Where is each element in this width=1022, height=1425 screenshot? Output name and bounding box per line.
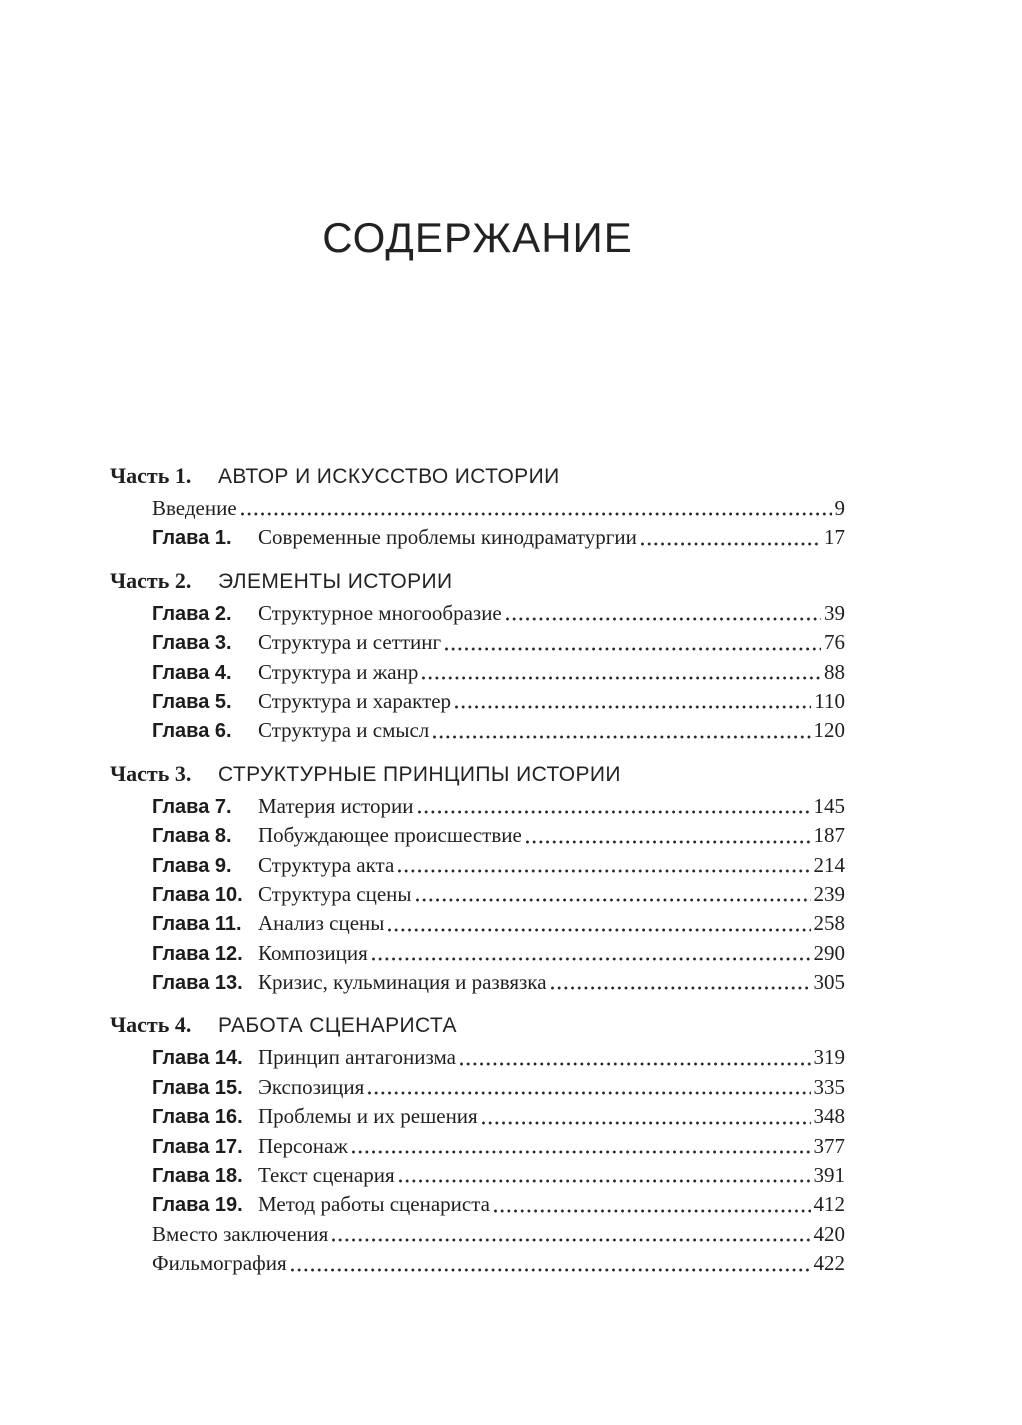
entry-chapter-label: Глава 7.	[152, 795, 232, 818]
entry-page-number: 348	[813, 1104, 845, 1129]
entry-title: Персонаж	[258, 1133, 348, 1158]
dot-leader	[399, 1179, 811, 1183]
entry-title: Вместо заключения	[152, 1221, 329, 1246]
toc-part	[110, 759, 845, 998]
entry-chapter-label: Глава 9.	[152, 854, 232, 877]
toc-part	[110, 566, 845, 746]
toc-entry	[110, 939, 845, 968]
part-label: Часть 2.	[110, 567, 192, 593]
dot-leader	[641, 542, 821, 546]
entry-page-number: 412	[813, 1192, 845, 1217]
dot-leader	[506, 617, 821, 621]
toc-entry	[110, 658, 845, 687]
part-header	[110, 461, 845, 491]
entry-page-number: 239	[813, 881, 845, 906]
toc-entry	[110, 716, 845, 745]
entry-page-number: 335	[813, 1074, 845, 1099]
toc-entry	[110, 494, 845, 523]
entry-page-number: 120	[813, 718, 845, 743]
dot-leader	[433, 735, 810, 739]
part-header	[110, 1010, 845, 1040]
entry-chapter-label: Глава 5.	[152, 690, 232, 713]
entry-chapter-label: Глава 2.	[152, 602, 232, 625]
part-label: Часть 4.	[110, 1012, 192, 1038]
part-entries	[110, 599, 845, 746]
toc-entry	[110, 880, 845, 909]
entry-chapter-label: Глава 4.	[152, 661, 232, 684]
entry-page-number: 420	[813, 1221, 845, 1246]
dot-leader	[418, 810, 811, 814]
entry-chapter-label: Глава 1.	[152, 527, 232, 550]
toc-entry	[110, 968, 845, 997]
toc-part	[110, 1010, 845, 1278]
entry-page-number: 214	[813, 852, 845, 877]
part-title: СТРУКТУРНЫЕ ПРИНЦИПЫ ИСТОРИИ	[218, 762, 621, 786]
entry-chapter-label: Глава 17.	[152, 1135, 243, 1158]
part-title: АВТОР И ИСКУССТВО ИСТОРИИ	[218, 465, 560, 488]
entry-page-number: 145	[813, 793, 845, 818]
entry-title: Проблемы и их решения	[258, 1104, 478, 1129]
entry-title: Побуждающее происшествие	[258, 823, 522, 848]
part-entries	[110, 494, 845, 553]
entry-title: Структура и характер	[258, 688, 452, 713]
entry-page-number: 377	[813, 1133, 845, 1158]
entry-title: Кризис, кульминация и развязка	[258, 970, 547, 995]
dot-leader	[372, 957, 811, 961]
toc-entry	[110, 1249, 845, 1278]
part-label: Часть 3.	[110, 760, 192, 786]
toc-entry	[110, 851, 845, 880]
entry-chapter-label: Глава 15.	[152, 1076, 243, 1099]
dot-leader	[416, 898, 811, 902]
dot-leader	[291, 1268, 811, 1272]
dot-leader	[368, 1091, 810, 1095]
toc-entry	[110, 628, 845, 657]
entry-title: Современные проблемы кинодраматургии	[258, 525, 637, 550]
part-title: ЭЛЕМЕНТЫ ИСТОРИИ	[218, 569, 453, 593]
entry-title: Структура и смысл	[258, 718, 430, 743]
toc-entry	[110, 1220, 845, 1249]
entry-title: Метод работы сценариста	[258, 1192, 490, 1217]
entry-page-number: 110	[814, 688, 845, 713]
dot-leader	[241, 512, 832, 516]
toc-entry	[110, 1132, 845, 1161]
entry-chapter-label: Глава 3.	[152, 632, 232, 655]
part-header	[110, 759, 845, 789]
toc-entry	[110, 909, 845, 938]
entry-page-number: 305	[813, 970, 845, 995]
dot-leader	[482, 1121, 811, 1125]
dot-leader	[332, 1238, 810, 1242]
entry-title: Принцип антагонизма	[258, 1045, 456, 1070]
entry-chapter-label: Глава 11.	[152, 913, 242, 936]
toc-entry	[110, 1161, 845, 1190]
entry-title: Структура сцены	[258, 881, 412, 906]
part-label: Часть 1.	[110, 463, 192, 488]
dot-leader	[460, 1062, 811, 1066]
entry-chapter-label: Глава 8.	[152, 825, 232, 848]
entry-title: Анализ сцены	[258, 911, 385, 936]
toc-entry	[110, 1190, 845, 1219]
toc-part	[110, 461, 845, 553]
dot-leader	[398, 869, 810, 873]
entry-page-number: 88	[824, 659, 845, 684]
entry-title: Структура и жанр	[258, 659, 419, 684]
entry-title: Материя истории	[258, 793, 414, 818]
part-entries	[110, 792, 845, 998]
entry-page-number: 391	[813, 1163, 845, 1188]
entry-page-number: 290	[813, 940, 845, 965]
toc-entry	[110, 792, 845, 821]
entry-title: Текст сценария	[258, 1163, 395, 1188]
entry-chapter-label: Глава 13.	[152, 972, 243, 995]
entry-page-number: 258	[813, 911, 845, 936]
entry-title: Структура и сеттинг	[258, 630, 442, 655]
toc-entry	[110, 687, 845, 716]
toc-entry	[110, 523, 845, 552]
entry-page-number: 39	[824, 600, 845, 625]
dot-leader	[494, 1209, 811, 1213]
toc-entry	[110, 821, 845, 850]
entry-title: Структура акта	[258, 852, 395, 877]
part-title: РАБОТА СЦЕНАРИСТА	[218, 1014, 457, 1038]
entry-chapter-label: Глава 18.	[152, 1165, 243, 1188]
toc-entry	[110, 1073, 845, 1102]
entry-title: Фильмография	[152, 1251, 287, 1276]
toc-entry	[110, 599, 845, 628]
entry-chapter-label: Глава 19.	[152, 1194, 243, 1217]
dot-leader	[551, 986, 811, 990]
part-header	[110, 566, 845, 596]
entry-page-number: 422	[813, 1251, 845, 1276]
dot-leader	[352, 1150, 811, 1154]
entry-page-number: 9	[834, 496, 845, 520]
entry-chapter-label: Глава 14.	[152, 1047, 243, 1070]
dot-leader	[388, 928, 810, 932]
entry-title: Структурное многообразие	[258, 600, 502, 625]
entry-title: Экспозиция	[258, 1074, 365, 1099]
dot-leader	[455, 705, 811, 709]
dot-leader	[422, 676, 821, 680]
page-title: СОДЕРЖАНИЕ	[322, 214, 633, 262]
toc-entry	[110, 1102, 845, 1131]
entry-chapter-label: Глава 12.	[152, 942, 243, 965]
entry-title: Введение	[152, 496, 237, 520]
entry-chapter-label: Глава 6.	[152, 720, 232, 743]
dot-leader	[445, 647, 821, 651]
entry-chapter-label: Глава 10.	[152, 883, 243, 906]
table-of-contents	[110, 461, 845, 1279]
entry-chapter-label: Глава 16.	[152, 1106, 243, 1129]
toc-entry	[110, 1043, 845, 1072]
dot-leader	[526, 840, 811, 844]
entry-page-number: 187	[813, 823, 845, 848]
entry-page-number: 17	[824, 525, 845, 550]
entry-title: Композиция	[258, 940, 368, 965]
entry-page-number: 319	[813, 1045, 845, 1070]
part-entries	[110, 1043, 845, 1278]
entry-page-number: 76	[824, 630, 845, 655]
